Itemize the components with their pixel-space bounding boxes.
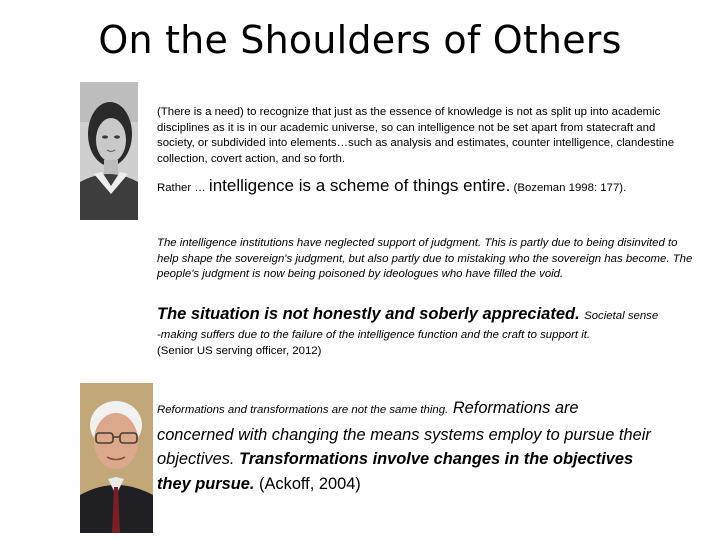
quote-officer-emphasis: The situation is not honestly and soberly appreciated. (157, 305, 580, 323)
quote-ackoff-middle: Reformations are concerned with changing the means systems employ to pursue their objectives. (157, 399, 651, 468)
quote-ackoff-citation: (Ackoff, 2004) (259, 474, 361, 493)
slide-title: On the Shoulders of Others (98, 18, 622, 62)
quote-officer-tail-start: Societal sense (584, 310, 659, 322)
quote-ackoff-emphasis: Transformations involve changes in the objectives they pursue. (157, 450, 634, 493)
quote-officer-tail: -making suffers due to the failure of the intelligence function and the craft to support it. (157, 329, 591, 341)
quote-bozeman-body: (There is a need) to recognize that just as the essence of knowledge is not as split up into academic disciplines as it is in our academic universe, so can intelligence not be set apart from statecraft and society, or subdivided into elements…such as analysis and estimates, counter intelligence, clandestine collection, covert action, and so forth. (157, 106, 675, 165)
quote-officer-citation: (Senior US serving officer, 2012) (157, 345, 322, 357)
portrait-photo-woman (80, 82, 138, 220)
portrait-photo-man (80, 383, 153, 533)
quote-officer-emphasis-line (157, 302, 717, 328)
quote-bozeman-conclusion (157, 173, 717, 201)
quote-ackoff (157, 396, 657, 496)
quote-bozeman-citation: (Bozeman 1998: 177). (513, 182, 627, 194)
quote-bozeman-lead: Rather … (157, 182, 206, 194)
quote-bozeman-emphasis: intelligence is a scheme of things entire. (208, 176, 511, 195)
quote-ackoff-lead: Reformations and transformations are not the same thing. (157, 404, 449, 416)
quote-officer-body: The intelligence institutions have neglected support of judgment. This is partly due to being disinvited to help shape the sovereign's judgment, but also partly due to mistaking who the sovereign has become. The people's judgment is now being poisoned by ideologues who have filled the void. (157, 237, 693, 281)
